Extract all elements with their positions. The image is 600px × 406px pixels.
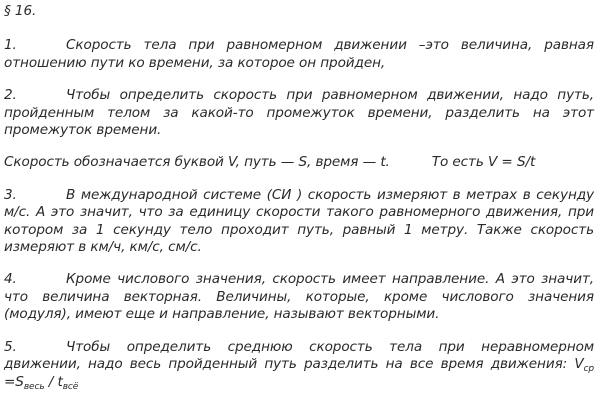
document-page — [4, 3, 594, 406]
paragraph-number: 3. — [4, 186, 17, 203]
paragraph-text: Скорость тела при равномерном движении –это величина, равная отношению пути ко времени, за которое он пройден, — [4, 37, 594, 71]
paragraph-text: Чтобы определить среднюю скорость тела при неравномерном движении, надо весь пройденный путь разделить на все время движения: — [4, 338, 594, 373]
paragraph-number: 4. — [4, 271, 17, 288]
paragraph-2 — [4, 87, 594, 139]
formula-equals-distance: =S — [4, 373, 24, 390]
paragraph-5 — [4, 339, 594, 391]
section-heading: § 16. — [4, 3, 37, 19]
formula-distance-subscript: весь — [23, 381, 45, 392]
formula-time-subscript: всё — [62, 381, 79, 392]
paragraph-1 — [4, 37, 594, 72]
paragraph-text: В международной системе (СИ ) скорость измеряют в метрах в секунду м/с. А это значит, что за единицу скорости такого равномерного движения, при котором за 1 секунду тело проходит путь, равный 1 метру. Также скорость измеряют в км/ч, км/с, см/с. — [4, 186, 594, 256]
paragraph-number: 5. — [4, 338, 17, 355]
formula-velocity: V — [574, 356, 584, 373]
paragraph-text: Кроме числового значения, скорость имеет направление. А это значит, что величина векторная. Величины, которые, кроме числового значения (модуля), имеют еще и направление, называют векторными. — [4, 271, 594, 323]
formula-velocity-subscript: ср — [583, 364, 594, 375]
paragraph-3 — [4, 187, 594, 257]
paragraph-4 — [4, 271, 594, 323]
paragraph-notation — [4, 154, 594, 171]
paragraph-number: 1. — [4, 37, 17, 54]
paragraph-number: 2. — [4, 87, 17, 104]
formula-divide-time: / t — [44, 373, 63, 390]
paragraph-text: Чтобы определить скорость при равномерном движении, надо путь, пройденным телом за какой-то промежуток времени, разделить на этот промежуток времени. — [4, 87, 594, 139]
notation-text: Скорость обозначается буквой V, путь — S, время — t. — [4, 154, 390, 171]
notation-formula-text: То есть V = S/t — [431, 154, 536, 171]
